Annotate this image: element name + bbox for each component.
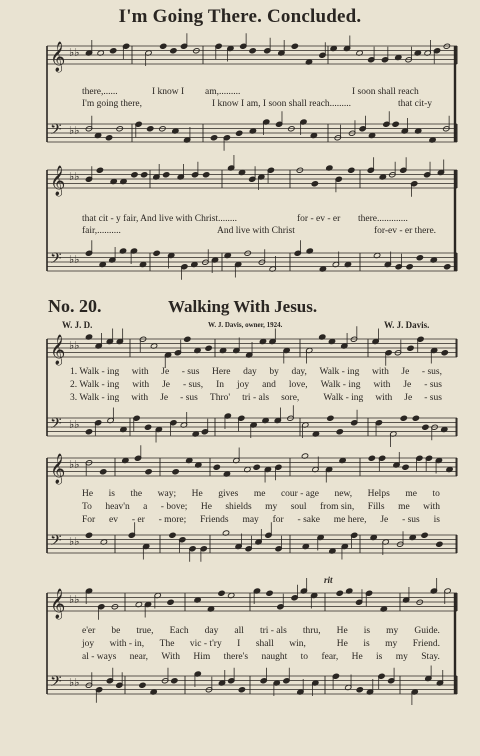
note-head (85, 532, 92, 538)
verse-line-1 (70, 367, 442, 377)
middle-line-2 (82, 502, 440, 512)
lyric-syllable: to (300, 652, 309, 662)
lyric-syllable: Guide. (414, 626, 440, 636)
lyric-syllable: day, (291, 367, 307, 377)
lyric-syllable: new, (334, 489, 353, 499)
key-flat-icon: ♭♭ (69, 535, 80, 548)
lyric-top1-r2a: I'm going there, (82, 99, 143, 109)
lyric-syllable: the (130, 489, 143, 499)
lyric-syllable: vic - t'ry (189, 639, 222, 649)
lyric-syllable: gives (218, 489, 239, 499)
lyric-syllable: Helps (367, 489, 390, 499)
lyric-syllable: The (159, 639, 175, 649)
lyric-syllable: - sus, (421, 367, 442, 377)
note-head (213, 464, 220, 470)
lyric-syllable: is (363, 639, 370, 649)
note-head (170, 48, 177, 54)
lyric-top2-r2a: fair,.......... (82, 226, 121, 236)
note-head (238, 687, 245, 693)
lyric-syllable: shields (225, 502, 252, 512)
note-head (167, 599, 174, 605)
note-head (311, 181, 318, 187)
lyric-syllable: true, (136, 626, 154, 636)
lyric-syllable: He (351, 652, 363, 662)
key-flat-icon: ♭♭ (69, 170, 80, 183)
lyric-syllable: - sus (424, 393, 442, 403)
lyric-top1-r1b: I know I (152, 87, 185, 97)
note-head (266, 590, 273, 596)
key-flat-icon: ♭♭ (69, 458, 80, 471)
lyric-syllable: - more; (158, 515, 187, 525)
lyric-syllable: Here (212, 367, 231, 377)
note-head (402, 464, 409, 470)
bass-clef-icon: 𝄢 (50, 250, 62, 271)
note-head (205, 345, 212, 351)
lyric-syllable: With (161, 652, 181, 662)
note-head (444, 264, 451, 270)
lyric-syllable: Je (160, 393, 169, 403)
key-flat-icon: ♭♭ (69, 339, 80, 352)
lyric-syllable: Je (401, 367, 410, 377)
lyric-syllable: naught (261, 652, 288, 662)
key-flat-icon: ♭♭ (69, 46, 80, 59)
lyric-top2-r2b: And live with Christ (217, 226, 295, 236)
note-head (172, 469, 179, 475)
verse-line-2 (70, 380, 442, 390)
lyric-syllable: a (143, 502, 148, 512)
note-head (100, 469, 107, 475)
lyric-syllable: all (234, 626, 244, 636)
note-head (110, 48, 117, 54)
middle-line-3 (82, 515, 440, 525)
lyric-syllable: - sus (402, 515, 420, 525)
note-head (392, 121, 399, 127)
lyric-syllable: day (243, 367, 257, 377)
lyric-syllable: - sus (181, 367, 200, 377)
note-head (249, 48, 256, 54)
note-head (139, 682, 146, 688)
lyric-syllable: with (373, 380, 391, 390)
lyric-syllable: He (82, 489, 94, 499)
hymn-title: Walking With Jesus. (168, 297, 318, 316)
lyric-syllable: love, (288, 380, 308, 390)
lyric-top1-r1c: am,......... (205, 87, 241, 97)
lyric-syllable: Walk - ing (323, 393, 364, 403)
lyric-syllable: He (336, 626, 348, 636)
note-head (171, 678, 178, 684)
lyric-syllable: Him (193, 652, 211, 662)
note-head (85, 429, 92, 435)
note-head (144, 424, 151, 430)
key-flat-icon: ♭♭ (69, 418, 80, 431)
lyric-syllable: joy (82, 639, 95, 649)
key-flat-icon: ♭♭ (69, 253, 80, 266)
treble-clef-icon: 𝄞 (50, 335, 66, 365)
lyric-syllable: Je (403, 380, 412, 390)
note-head (291, 43, 298, 49)
lyric-syllable: heav'n (105, 502, 130, 512)
bass-clef-icon: 𝄢 (50, 121, 62, 142)
lyric-syllable: my (265, 502, 278, 512)
lyric-top1-r1a: there,...... (82, 87, 118, 97)
lyric-syllable: is (363, 626, 371, 636)
key-flat-icon: ♭♭ (69, 124, 80, 137)
lyric-syllable: 3. Walk - ing (70, 393, 120, 403)
lyric-top2-r2c: for-ev - er there. (374, 226, 437, 236)
lyric-syllable: me (253, 489, 266, 499)
lyric-top1-r2c: that cit-y (398, 99, 433, 109)
middle-line-1 (82, 489, 440, 499)
lyric-syllable: there's (223, 652, 249, 662)
lyric-syllable: Je (161, 367, 170, 377)
ending-line-1 (82, 626, 440, 636)
lyric-syllable: al - ways (82, 652, 117, 662)
lyric-top1-r1d: I soon shall reach (352, 87, 419, 97)
lyric-syllable: soul (290, 502, 307, 512)
lyric-syllable: from sin, (320, 502, 355, 512)
lyric-syllable: day (204, 626, 219, 636)
lyric-syllable: Stay. (421, 652, 440, 662)
lyric-syllable: 1. Walk - ing (70, 367, 120, 377)
lyric-syllable: my (386, 626, 399, 636)
bass-clef-icon: 𝄢 (50, 532, 62, 553)
lyric-syllable: fear, (321, 652, 339, 662)
lyric-syllable: e'er (82, 626, 96, 636)
lyric-syllable: - er (131, 515, 145, 525)
lyric-syllable: win, (289, 639, 306, 649)
lyric-syllable: I (237, 639, 241, 649)
lyric-top1-r2b: I know I am, I soon shall reach......... (212, 99, 352, 109)
lyric-syllable: is (433, 515, 440, 525)
lyric-syllable: and (262, 380, 276, 390)
note-head (236, 130, 243, 136)
ritardando-mark: rit (324, 575, 333, 585)
lyric-syllable: with - in, (109, 639, 145, 649)
lyric-syllable: for (272, 515, 284, 525)
bass-clef-icon: 𝄢 (50, 673, 62, 694)
lyric-syllable: He (336, 639, 348, 649)
lyric-syllable: Thro' (209, 393, 231, 403)
note-head (416, 255, 423, 261)
lyric-syllable: with (131, 393, 149, 403)
copyright-note: W. J. Davis, owner, 1924. (208, 321, 283, 329)
verse-line-3 (70, 393, 442, 403)
lyric-syllable: He (191, 489, 203, 499)
ending-line-2 (82, 639, 440, 649)
lyric-syllable: For (82, 515, 96, 525)
lyric-syllable: tri - als (242, 393, 270, 403)
lyric-syllable: to (432, 489, 440, 499)
lyric-syllable: cour - age (280, 489, 319, 499)
lyric-syllable: In (216, 380, 224, 390)
note-head (141, 172, 148, 178)
bass-clef-icon: 𝄢 (50, 415, 62, 436)
note-head (368, 455, 375, 461)
lyric-top2-r1b: for - ev - er (297, 214, 341, 224)
note-head (147, 126, 154, 132)
lyric-syllable: Je (162, 380, 171, 390)
lyric-syllable: with (371, 367, 389, 377)
note-head (356, 687, 363, 693)
note-head (327, 415, 334, 421)
key-flat-icon: ♭♭ (69, 676, 80, 689)
treble-clef-icon: 𝄞 (50, 454, 66, 484)
note-head (169, 532, 176, 538)
lyric-syllable: 2. Walk - ing (70, 380, 120, 390)
lyric-syllable: by (269, 367, 279, 377)
lyric-syllable: - sus (424, 380, 442, 390)
lyric-syllable: Walk - ing (320, 380, 361, 390)
lyric-syllable: may (242, 515, 259, 525)
lyric-syllable: is (108, 489, 115, 499)
lyric-syllable: thru, (302, 626, 321, 636)
page-title: I'm Going There. Concluded. (118, 6, 362, 27)
note-head (153, 250, 160, 256)
hymn-number: No. 20. (48, 296, 102, 316)
lyric-top2-r1c: there............. (358, 214, 408, 224)
note-head (145, 469, 152, 475)
lyric-syllable: He (200, 502, 212, 512)
lyric-syllable: with (423, 502, 440, 512)
note-head (253, 464, 260, 470)
note-head (105, 135, 112, 141)
lyric-syllable: be (111, 626, 121, 636)
note-head (160, 43, 167, 49)
note-head (400, 415, 407, 421)
lyric-syllable: tri - als (259, 626, 287, 636)
treble-clef-icon: 𝄞 (50, 42, 66, 72)
key-flat-icon: ♭♭ (69, 593, 80, 606)
lyric-syllable: - sake (297, 515, 320, 525)
lyric-syllable: Je (404, 393, 413, 403)
lyric-syllable: with (375, 393, 393, 403)
note-head (131, 172, 138, 178)
note-head (406, 264, 413, 270)
lyric-syllable: Friend. (412, 639, 440, 649)
note-head (348, 167, 355, 173)
lyric-syllable: Je (380, 515, 389, 525)
note-head (218, 590, 225, 596)
lyric-syllable: is (376, 652, 383, 662)
lyric-syllable: my (395, 652, 408, 662)
lyric-syllable: joy (237, 380, 250, 390)
note-head (407, 345, 414, 351)
note-head (412, 415, 419, 421)
lyric-syllable: ev (109, 515, 118, 525)
lyric-syllable: Each (169, 626, 189, 636)
note-head (422, 424, 429, 430)
note-head (184, 336, 191, 342)
note-head (336, 590, 343, 596)
lyric-syllable: me (405, 489, 417, 499)
lyric-syllable: To (82, 502, 92, 512)
lyric-syllable: me (398, 502, 410, 512)
lyric-syllable: with (132, 380, 150, 390)
note-head (441, 350, 448, 356)
treble-clef-icon: 𝄞 (50, 166, 66, 196)
note-head (210, 135, 217, 141)
note-head (203, 172, 210, 178)
lyric-syllable: - bove; (160, 502, 188, 512)
lyric-syllable: with (131, 367, 149, 377)
lyric-top2-r1a: that cit - y fair, And live with Christ........ (82, 214, 238, 224)
lyric-syllable: - sus, (183, 380, 204, 390)
note-head (163, 172, 170, 178)
lyric-syllable: sore, (281, 393, 300, 403)
lyric-syllable: my (385, 639, 398, 649)
lyric-syllable: Walk - ing (319, 367, 360, 377)
lyric-syllable: way; (157, 489, 177, 499)
words-credit: W. J. D. (62, 320, 93, 330)
treble-clef-icon: 𝄞 (50, 589, 66, 619)
lyric-syllable: near, (129, 652, 149, 662)
ending-line-3 (82, 652, 440, 662)
lyric-syllable: shall (255, 639, 274, 649)
note-head (436, 541, 443, 547)
note-head (336, 429, 343, 435)
note-head (96, 167, 103, 173)
lyric-syllable: Fills (367, 502, 385, 512)
lyric-syllable: me here, (333, 515, 367, 525)
music-credit: W. J. Davis. (384, 320, 430, 330)
lyric-syllable: Friends (200, 515, 229, 525)
lyric-syllable: - sus (180, 393, 198, 403)
note-head (421, 532, 428, 538)
